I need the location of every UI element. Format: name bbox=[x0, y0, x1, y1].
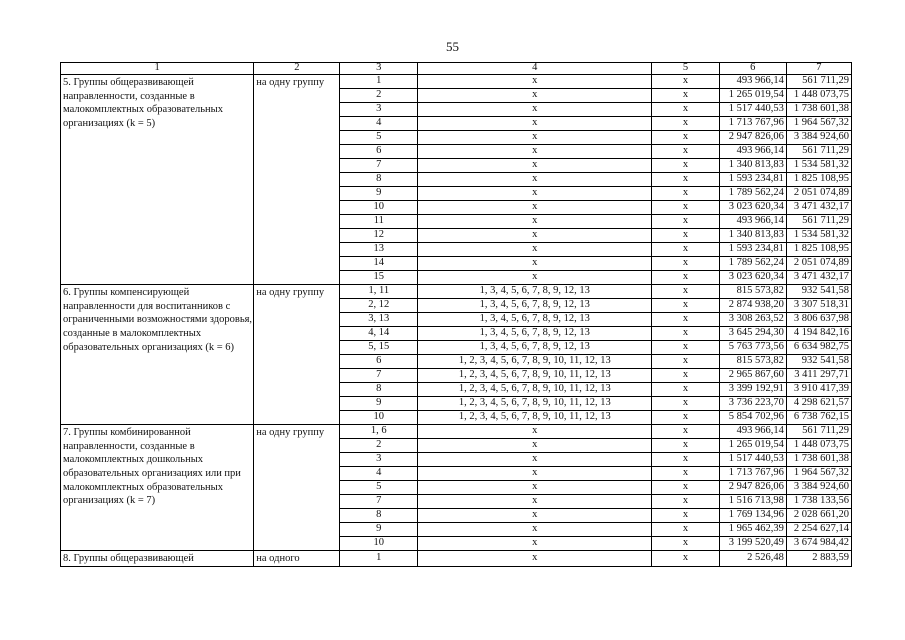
mark-cell: x bbox=[652, 145, 719, 159]
mark-cell: x bbox=[652, 537, 719, 551]
column-number: 1 bbox=[61, 63, 254, 75]
mark-cell: x bbox=[652, 439, 719, 453]
value-cell-col6: 3 308 263,52 bbox=[719, 313, 786, 327]
value-cell-col6: 815 573,82 bbox=[719, 285, 786, 299]
mark-cell: x bbox=[652, 187, 719, 201]
applicable-rows-cell: x bbox=[418, 75, 652, 89]
mark-cell: x bbox=[652, 551, 719, 567]
row-index-cell: 2 bbox=[340, 89, 418, 103]
mark-cell: x bbox=[652, 327, 719, 341]
row-index-cell: 4, 14 bbox=[340, 327, 418, 341]
row-index-cell: 9 bbox=[340, 523, 418, 537]
value-cell-col7: 1 448 073,75 bbox=[786, 439, 851, 453]
value-cell-col7: 3 806 637,98 bbox=[786, 313, 851, 327]
value-cell-col6: 3 023 620,34 bbox=[719, 271, 786, 285]
value-cell-col7: 561 711,29 bbox=[786, 75, 851, 89]
value-cell-col7: 6 738 762,15 bbox=[786, 411, 851, 425]
mark-cell: x bbox=[652, 355, 719, 369]
column-number: 3 bbox=[340, 63, 418, 75]
group-name-cell: 7. Группы комбинированной направленности, созданные в малокомплектных дошкольных образовательных организациях или при малокомплектных образовательных организациях (k = 7) bbox=[61, 425, 254, 551]
value-cell-col6: 1 265 019,54 bbox=[719, 439, 786, 453]
value-cell-col7: 3 384 924,60 bbox=[786, 131, 851, 145]
applicable-rows-cell: 1, 2, 3, 4, 5, 6, 7, 8, 9, 10, 11, 12, 13 bbox=[418, 355, 652, 369]
value-cell-col6: 815 573,82 bbox=[719, 355, 786, 369]
applicable-rows-cell: x bbox=[418, 173, 652, 187]
value-cell-col7: 3 411 297,71 bbox=[786, 369, 851, 383]
value-cell-col7: 561 711,29 bbox=[786, 145, 851, 159]
row-index-cell: 10 bbox=[340, 537, 418, 551]
applicable-rows-cell: x bbox=[418, 523, 652, 537]
row-index-cell: 11 bbox=[340, 215, 418, 229]
applicable-rows-cell: x bbox=[418, 439, 652, 453]
value-cell-col6: 5 763 773,56 bbox=[719, 341, 786, 355]
value-cell-col6: 1 516 713,98 bbox=[719, 495, 786, 509]
row-index-cell: 1, 6 bbox=[340, 425, 418, 439]
mark-cell: x bbox=[652, 453, 719, 467]
row-index-cell: 6 bbox=[340, 355, 418, 369]
value-cell-col6: 2 947 826,06 bbox=[719, 131, 786, 145]
mark-cell: x bbox=[652, 523, 719, 537]
row-index-cell: 6 bbox=[340, 145, 418, 159]
applicable-rows-cell: x bbox=[418, 243, 652, 257]
value-cell-col6: 2 965 867,60 bbox=[719, 369, 786, 383]
applicable-rows-cell: x bbox=[418, 551, 652, 567]
row-index-cell: 7 bbox=[340, 369, 418, 383]
row-index-cell: 3 bbox=[340, 103, 418, 117]
row-index-cell: 5 bbox=[340, 131, 418, 145]
applicable-rows-cell: 1, 2, 3, 4, 5, 6, 7, 8, 9, 10, 11, 12, 13 bbox=[418, 383, 652, 397]
applicable-rows-cell: x bbox=[418, 425, 652, 439]
applicable-rows-cell: x bbox=[418, 159, 652, 173]
row-index-cell: 14 bbox=[340, 257, 418, 271]
value-cell-col7: 1 825 108,95 bbox=[786, 243, 851, 257]
mark-cell: x bbox=[652, 159, 719, 173]
row-index-cell: 1 bbox=[340, 75, 418, 89]
value-cell-col7: 1 825 108,95 bbox=[786, 173, 851, 187]
value-cell-col6: 493 966,14 bbox=[719, 425, 786, 439]
unit-cell: на одну группу bbox=[254, 75, 340, 285]
value-cell-col7: 561 711,29 bbox=[786, 215, 851, 229]
unit-cell: на одну группу bbox=[254, 285, 340, 425]
row-index-cell: 10 bbox=[340, 201, 418, 215]
value-cell-col7: 1 738 601,38 bbox=[786, 453, 851, 467]
applicable-rows-cell: x bbox=[418, 145, 652, 159]
mark-cell: x bbox=[652, 201, 719, 215]
applicable-rows-cell: x bbox=[418, 495, 652, 509]
applicable-rows-cell: 1, 2, 3, 4, 5, 6, 7, 8, 9, 10, 11, 12, 13 bbox=[418, 369, 652, 383]
value-cell-col6: 1 517 440,53 bbox=[719, 103, 786, 117]
value-cell-col7: 2 028 661,20 bbox=[786, 509, 851, 523]
value-cell-col6: 1 340 813,83 bbox=[719, 229, 786, 243]
value-cell-col7: 1 448 073,75 bbox=[786, 89, 851, 103]
value-cell-col6: 1 713 767,96 bbox=[719, 467, 786, 481]
mark-cell: x bbox=[652, 509, 719, 523]
mark-cell: x bbox=[652, 425, 719, 439]
value-cell-col7: 1 964 567,32 bbox=[786, 467, 851, 481]
value-cell-col6: 3 399 192,91 bbox=[719, 383, 786, 397]
mark-cell: x bbox=[652, 75, 719, 89]
applicable-rows-cell: x bbox=[418, 89, 652, 103]
value-cell-col7: 1 738 133,56 bbox=[786, 495, 851, 509]
value-cell-col7: 1 964 567,32 bbox=[786, 117, 851, 131]
mark-cell: x bbox=[652, 481, 719, 495]
unit-cell: на одного bbox=[254, 551, 340, 567]
applicable-rows-cell: x bbox=[418, 187, 652, 201]
table-body bbox=[61, 63, 852, 567]
mark-cell: x bbox=[652, 369, 719, 383]
group-name-cell: 8. Группы общеразвивающей bbox=[61, 551, 254, 567]
value-cell-col6: 3 645 294,30 bbox=[719, 327, 786, 341]
row-index-cell: 8 bbox=[340, 383, 418, 397]
value-cell-col7: 2 051 074,89 bbox=[786, 257, 851, 271]
value-cell-col7: 4 298 621,57 bbox=[786, 397, 851, 411]
value-cell-col7: 3 674 984,42 bbox=[786, 537, 851, 551]
row-index-cell: 13 bbox=[340, 243, 418, 257]
value-cell-col6: 1 713 767,96 bbox=[719, 117, 786, 131]
row-index-cell: 5, 15 bbox=[340, 341, 418, 355]
value-cell-col7: 3 384 924,60 bbox=[786, 481, 851, 495]
applicable-rows-cell: 1, 3, 4, 5, 6, 7, 8, 9, 12, 13 bbox=[418, 299, 652, 313]
value-cell-col7: 932 541,58 bbox=[786, 285, 851, 299]
applicable-rows-cell: 1, 3, 4, 5, 6, 7, 8, 9, 12, 13 bbox=[418, 285, 652, 299]
value-cell-col7: 2 254 627,14 bbox=[786, 523, 851, 537]
mark-cell: x bbox=[652, 103, 719, 117]
value-cell-col6: 1 789 562,24 bbox=[719, 257, 786, 271]
mark-cell: x bbox=[652, 117, 719, 131]
applicable-rows-cell: x bbox=[418, 271, 652, 285]
row-index-cell: 4 bbox=[340, 467, 418, 481]
value-cell-col7: 1 738 601,38 bbox=[786, 103, 851, 117]
applicable-rows-cell: x bbox=[418, 453, 652, 467]
applicable-rows-cell: 1, 2, 3, 4, 5, 6, 7, 8, 9, 10, 11, 12, 13 bbox=[418, 411, 652, 425]
value-cell-col7: 2 051 074,89 bbox=[786, 187, 851, 201]
value-cell-col6: 493 966,14 bbox=[719, 215, 786, 229]
value-cell-col7: 932 541,58 bbox=[786, 355, 851, 369]
applicable-rows-cell: 1, 3, 4, 5, 6, 7, 8, 9, 12, 13 bbox=[418, 313, 652, 327]
page-number: 55 bbox=[446, 39, 459, 54]
mark-cell: x bbox=[652, 215, 719, 229]
applicable-rows-cell: x bbox=[418, 201, 652, 215]
table-row bbox=[61, 551, 852, 567]
row-index-cell: 4 bbox=[340, 117, 418, 131]
value-cell-col6: 1 965 462,39 bbox=[719, 523, 786, 537]
mark-cell: x bbox=[652, 383, 719, 397]
value-cell-col6: 493 966,14 bbox=[719, 75, 786, 89]
value-cell-col6: 2 874 938,20 bbox=[719, 299, 786, 313]
applicable-rows-cell: x bbox=[418, 481, 652, 495]
row-index-cell: 8 bbox=[340, 509, 418, 523]
mark-cell: x bbox=[652, 285, 719, 299]
value-cell-col7: 4 194 842,16 bbox=[786, 327, 851, 341]
row-index-cell: 2, 12 bbox=[340, 299, 418, 313]
mark-cell: x bbox=[652, 229, 719, 243]
value-cell-col6: 493 966,14 bbox=[719, 145, 786, 159]
value-cell-col6: 2 947 826,06 bbox=[719, 481, 786, 495]
row-index-cell: 9 bbox=[340, 397, 418, 411]
column-number: 4 bbox=[418, 63, 652, 75]
value-cell-col6: 1 769 134,96 bbox=[719, 509, 786, 523]
value-cell-col6: 3 736 223,70 bbox=[719, 397, 786, 411]
column-number: 7 bbox=[786, 63, 851, 75]
row-index-cell: 8 bbox=[340, 173, 418, 187]
mark-cell: x bbox=[652, 299, 719, 313]
column-number: 5 bbox=[652, 63, 719, 75]
group-name-cell: 6. Группы компенсирующей направленности для воспитанников с ограниченными возможностями здоровья, созданные в малокомплектных образовательных организациях (k = 6) bbox=[61, 285, 254, 425]
row-index-cell: 15 bbox=[340, 271, 418, 285]
applicable-rows-cell: x bbox=[418, 537, 652, 551]
applicable-rows-cell: 1, 3, 4, 5, 6, 7, 8, 9, 12, 13 bbox=[418, 327, 652, 341]
applicable-rows-cell: 1, 3, 4, 5, 6, 7, 8, 9, 12, 13 bbox=[418, 341, 652, 355]
value-cell-col6: 1 593 234,81 bbox=[719, 173, 786, 187]
row-index-cell: 9 bbox=[340, 187, 418, 201]
applicable-rows-cell: x bbox=[418, 509, 652, 523]
mark-cell: x bbox=[652, 495, 719, 509]
value-cell-col6: 5 854 702,96 bbox=[719, 411, 786, 425]
value-cell-col7: 3 471 432,17 bbox=[786, 201, 851, 215]
standards-table bbox=[60, 62, 852, 567]
applicable-rows-cell: x bbox=[418, 215, 652, 229]
value-cell-col7: 3 471 432,17 bbox=[786, 271, 851, 285]
table-row bbox=[61, 285, 852, 299]
applicable-rows-cell: 1, 2, 3, 4, 5, 6, 7, 8, 9, 10, 11, 12, 13 bbox=[418, 397, 652, 411]
applicable-rows-cell: x bbox=[418, 467, 652, 481]
value-cell-col7: 561 711,29 bbox=[786, 425, 851, 439]
table-row bbox=[61, 75, 852, 89]
value-cell-col6: 2 526,48 bbox=[719, 551, 786, 567]
applicable-rows-cell: x bbox=[418, 117, 652, 131]
mark-cell: x bbox=[652, 271, 719, 285]
row-index-cell: 7 bbox=[340, 495, 418, 509]
column-number: 6 bbox=[719, 63, 786, 75]
row-index-cell: 5 bbox=[340, 481, 418, 495]
table-row bbox=[61, 425, 852, 439]
row-index-cell: 1, 11 bbox=[340, 285, 418, 299]
applicable-rows-cell: x bbox=[418, 131, 652, 145]
row-index-cell: 2 bbox=[340, 439, 418, 453]
row-index-cell: 1 bbox=[340, 551, 418, 567]
applicable-rows-cell: x bbox=[418, 257, 652, 271]
applicable-rows-cell: x bbox=[418, 103, 652, 117]
value-cell-col6: 1 789 562,24 bbox=[719, 187, 786, 201]
value-cell-col7: 6 634 982,75 bbox=[786, 341, 851, 355]
value-cell-col7: 1 534 581,32 bbox=[786, 229, 851, 243]
column-number: 2 bbox=[254, 63, 340, 75]
value-cell-col6: 3 199 520,49 bbox=[719, 537, 786, 551]
row-index-cell: 10 bbox=[340, 411, 418, 425]
mark-cell: x bbox=[652, 467, 719, 481]
row-index-cell: 12 bbox=[340, 229, 418, 243]
mark-cell: x bbox=[652, 257, 719, 271]
value-cell-col7: 3 307 518,31 bbox=[786, 299, 851, 313]
value-cell-col6: 1 340 813,83 bbox=[719, 159, 786, 173]
mark-cell: x bbox=[652, 397, 719, 411]
mark-cell: x bbox=[652, 173, 719, 187]
value-cell-col6: 3 023 620,34 bbox=[719, 201, 786, 215]
value-cell-col6: 1 593 234,81 bbox=[719, 243, 786, 257]
mark-cell: x bbox=[652, 313, 719, 327]
value-cell-col7: 3 910 417,39 bbox=[786, 383, 851, 397]
value-cell-col7: 1 534 581,32 bbox=[786, 159, 851, 173]
row-index-cell: 3, 13 bbox=[340, 313, 418, 327]
mark-cell: x bbox=[652, 89, 719, 103]
group-name-cell: 5. Группы общеразвивающей направленности, созданные в малокомплектных образовательных организациях (k = 5) bbox=[61, 75, 254, 285]
mark-cell: x bbox=[652, 341, 719, 355]
applicable-rows-cell: x bbox=[418, 229, 652, 243]
value-cell-col6: 1 517 440,53 bbox=[719, 453, 786, 467]
mark-cell: x bbox=[652, 411, 719, 425]
mark-cell: x bbox=[652, 243, 719, 257]
mark-cell: x bbox=[652, 131, 719, 145]
unit-cell: на одну группу bbox=[254, 425, 340, 551]
value-cell-col7: 2 883,59 bbox=[786, 551, 851, 567]
row-index-cell: 3 bbox=[340, 453, 418, 467]
value-cell-col6: 1 265 019,54 bbox=[719, 89, 786, 103]
row-index-cell: 7 bbox=[340, 159, 418, 173]
column-number-row bbox=[61, 63, 852, 75]
